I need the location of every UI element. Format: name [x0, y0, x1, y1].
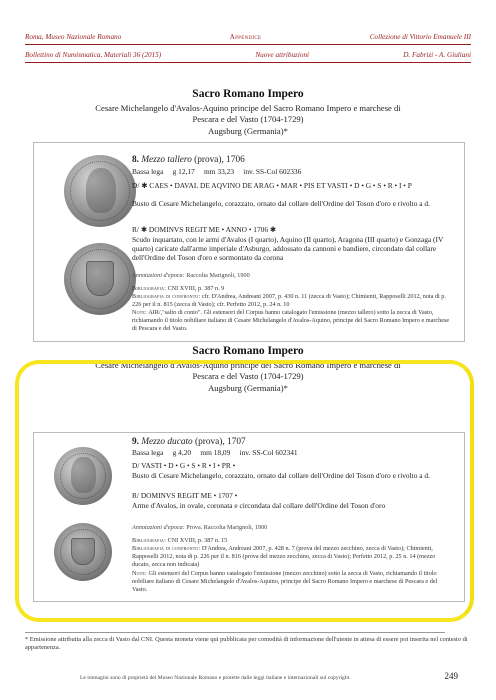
header-rule-top: [25, 44, 471, 45]
reverse-legend-2: R/ DOMINVS REGIT ME • 1707 •: [132, 491, 238, 500]
obverse-legend-2: D/ VASTI • D • G • S • R • I • PR •: [132, 461, 236, 470]
note-label-1: Note:: [132, 309, 147, 316]
comparison-bibliography-1: [132, 293, 454, 309]
running-header-bottom: [25, 51, 471, 59]
reverse-description-2: Arme d'Avalos, in ovale, coronata e circondata dal collare dell'Ordine del Toson d'oro: [132, 501, 386, 510]
entry-denomination-2: Mezzo ducato: [141, 437, 193, 447]
entry-number-2: 9.: [132, 437, 139, 447]
header-museum: Roma, Museo Nazionale Romano: [25, 33, 122, 41]
yellow-highlight-annotation: [15, 360, 474, 622]
entry-specs-1: Bassa lega g 12,17 mm 33,23 inv. SS-Col 602336: [132, 167, 302, 176]
footnote-rule: [25, 632, 445, 633]
note-1: [132, 309, 454, 332]
note-value-2: Gli estensori del Corpus hanno catalogato l'emissione (mezzo zecchino) sotto la zecca di Vasto, richiamando il titolo nobiliare italiano di Cesare Michelangelo d'Avalos-Aquino, principe del Sacro Romano Impero e marchese di Pescara e del Vasto.: [132, 570, 438, 593]
annotations-value-2: Prova. Raccolta Marignoli, 1900: [186, 524, 268, 531]
section-place-2: Augsburg (Germania)*: [208, 383, 288, 393]
annotations-value-1: Raccolta Marignoli, 1900: [186, 272, 250, 279]
entry-denomination-1: Mezzo tallero: [141, 155, 192, 165]
section-subtitle-2: Cesare Michelangelo d'Avalos-Aquino principe del Sacro Romano Impero e marchese di Pescara e del Vasto (1704-1729): [95, 360, 401, 382]
header-section: Nuove attribuzioni: [255, 51, 310, 59]
bibliography-label-1: Bibliografia:: [132, 285, 167, 292]
entry-qualifier-2: (prova), 1707: [195, 437, 246, 447]
entry-specs-2: Bassa lega g 4,20 mm 18,09 inv. SS-Col 602341: [132, 448, 298, 457]
header-bulletin: Bollettino di Numismatica, Materiali 36 (2015): [25, 51, 162, 59]
comparison-value-2: D'Andrea, Andreani 2007, p. 428 n. 7 (prova del mezzo zecchino, zecca di Vasto); Chimienti, Rapposelli 2012, nota di p. 226 per il n. 816 (prova del mezzo zecchino, zecca di Vasto); Perfetto 2012, p. 25 n. 14 (mezzo ducato, zecca non indicata): [132, 545, 436, 568]
comparison-label-2: Bibliografia di confronto:: [132, 545, 201, 552]
entry-title-1: [132, 155, 452, 166]
annotations-label-2: Annotazioni d'epoca:: [132, 524, 185, 531]
entry-number-1: 8.: [132, 155, 139, 165]
reverse-legend-1: R/ ✱ DOMINVS REGIT ME • ANNO • 1706 ✱: [132, 225, 277, 234]
catalog-entry-card-1: [33, 142, 465, 342]
bibliography-value-1: CNI XVIII, p. 387 n. 9: [167, 285, 225, 292]
header-authors: D. Fabrizi - A. Giuliani: [403, 51, 471, 59]
obverse-description-1: Busto di Cesare Michelangelo, corazzato, ornato dal collare dell'Ordine del Toson d'oro e rivolto a d.: [132, 199, 430, 208]
section-subtitle-1: Cesare Michelangelo d'Avalos-Aquino principe del Sacro Romano Impero e marchese di Pescara e del Vasto (1704-1729): [95, 103, 401, 125]
copyright-note: Le immagini sono di proprietà del Museo Nazionale Romano e protette dalle leggi italiane e internazionali sul copyright.: [80, 675, 351, 681]
coin-obverse-image-1: [64, 155, 136, 227]
comparison-label-1: Bibliografia di confronto:: [132, 293, 201, 300]
header-appendix: Appendice: [229, 33, 262, 41]
page-number: 249: [444, 671, 458, 681]
header-collection: Collezione di Vittorio Emanuele III: [369, 33, 471, 41]
entry-qualifier-1: (prova), 1706: [194, 155, 245, 165]
annotations-label-1: Annotazioni d'epoca:: [132, 272, 185, 279]
section-title-2: Sacro Romano Impero: [192, 345, 304, 357]
annotations-1: [132, 271, 454, 280]
coin-reverse-image-1: [64, 243, 136, 315]
section-place-1: Augsburg (Germania)*: [208, 126, 288, 136]
obverse-legend-1: D/ ✱ CAES • DAVAL DE AQVINO DE ARAG • MAR • PIS ET VASTI • D • G • S • R • I • P: [132, 181, 412, 190]
running-header-top: [25, 33, 471, 41]
comparison-value-1: cfr. D'Andrea, Andreani 2007, p. 430 n. 11 (zecca di Vasto); Chimienti, Rapposelli 2012, nota di p. 226 per il n. 815 (zecca di Vasto); cfr. Perfetto 2012, p. 24 n. 10: [132, 293, 446, 308]
bibliography-value-2: CNI XVIII, p. 387 n. 15: [167, 537, 228, 544]
footnote: * Emissione attribuita alla zecca di Vasto dal CNI. Questa moneta viene qui pubblicata per comodità di informazione dell'utente in attesa di essere poi inserita nel contesto di appartenenza.: [25, 636, 468, 651]
reverse-description-1: Scudo inquartato, con le armi d'Avalos (I quarto), Aquino (II quarto), Aragona (III quarto) e Gonzaga (IV quarto) caricate dall'arme imperiale d'Asburgo, addossato da cannoni e bandiere, circondato dal collare dell'Ordine del Toson d'oro e sormontato da corona: [132, 235, 444, 263]
bibliography-1: [132, 285, 454, 293]
note-value-1: AIR/,"salto di conio". Gli estensori del Corpus hanno catalogato l'emissione (mezzo tallero) sotto la zecca di Vasto, richiamando il titolo nobiliare italiano di Cesare Michelangelo d'Avalos-Aquino, principe del Sacro Romano Impero e marchese di Pescara e del Vasto.: [132, 309, 450, 332]
bibliography-label-2: Bibliografia:: [132, 537, 167, 544]
header-rule-bottom: [25, 62, 471, 63]
obverse-description-2: Busto di Cesare Michelangelo, corazzato, ornato dal collare dell'Ordine del Toson d'oro e rivolto a d.: [132, 471, 430, 480]
note-label-2: Note:: [132, 570, 147, 577]
section-title-1: Sacro Romano Impero: [192, 88, 304, 100]
